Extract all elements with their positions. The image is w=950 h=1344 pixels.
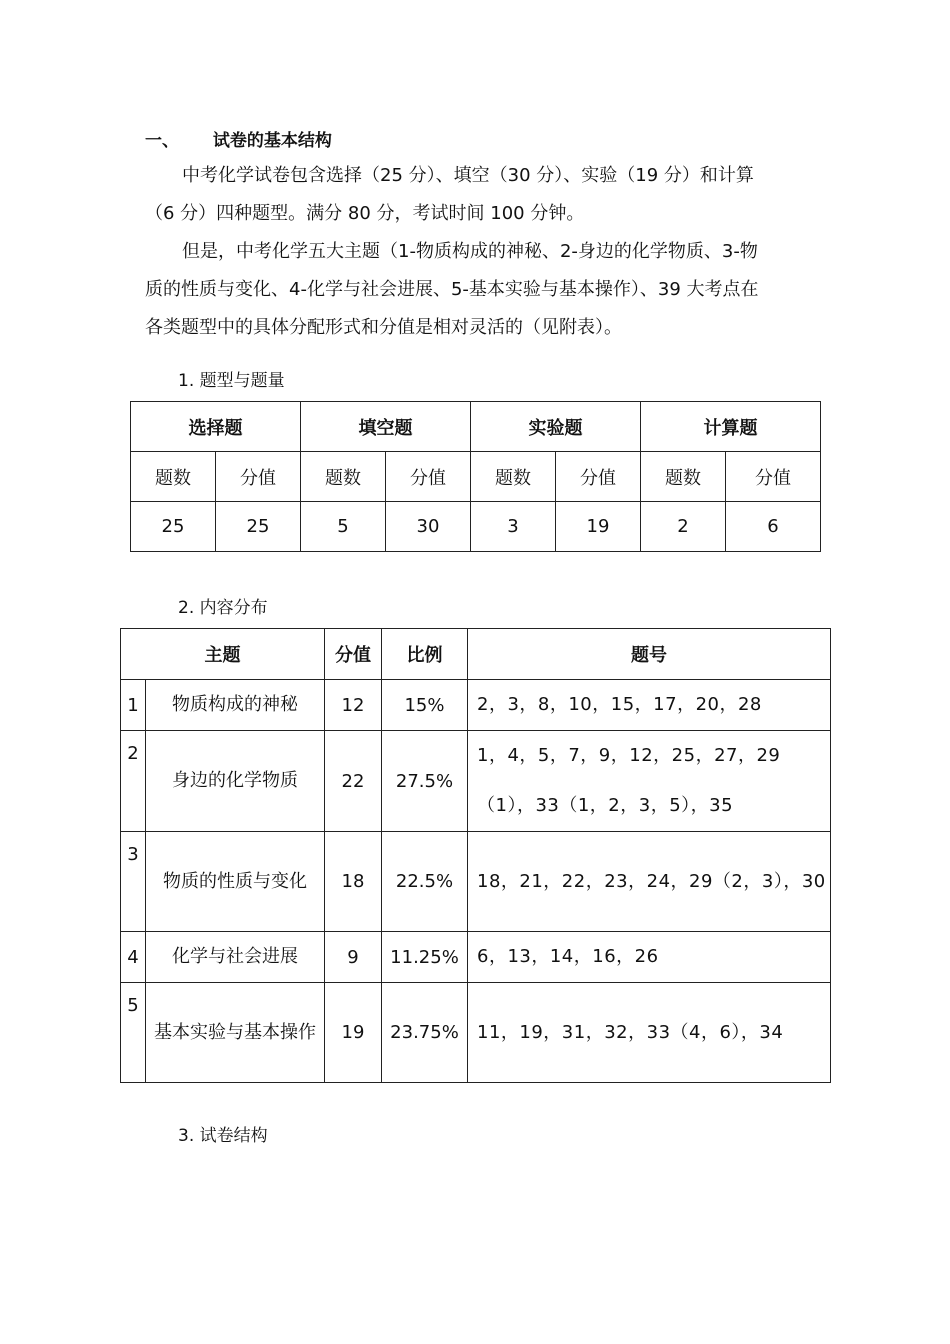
table-row	[121, 731, 831, 832]
row-index: 1	[121, 680, 146, 731]
row-questions: 1，4，5，7，9，12，25，27，29（1），33（1，2，3，5），35	[468, 731, 831, 832]
value-cell: 5	[301, 502, 386, 552]
paragraph-1-line-1: 中考化学试卷包含选择（25 分）、填空（30 分）、实验（19 分）和计算	[182, 165, 754, 186]
table-row	[121, 932, 831, 983]
value-cell: 25	[216, 502, 301, 552]
paragraph-2-line-1: 但是，中考化学五大主题（1-物质构成的神秘、2-身边的化学物质、3-物	[182, 241, 758, 262]
row-questions: 18，21，22，23，24，29（2，3），30	[468, 832, 831, 932]
value-cell: 2	[641, 502, 726, 552]
sub-header-cell: 题数	[641, 452, 726, 502]
row-score: 12	[325, 680, 382, 731]
row-ratio: 22.5%	[382, 832, 468, 932]
heading-title: 试卷的基本结构	[212, 131, 332, 151]
row-questions: 11，19，31，32，33（4，6），34	[468, 983, 831, 1083]
value-cell: 3	[471, 502, 556, 552]
sub-header-cell: 分值	[216, 452, 301, 502]
value-cell: 19	[556, 502, 641, 552]
sub-header-cell: 题数	[471, 452, 556, 502]
question-type-table	[130, 401, 821, 552]
header-ratio: 比例	[382, 629, 468, 680]
table-row	[131, 452, 821, 502]
table-row	[121, 832, 831, 932]
row-topic: 身边的化学物质	[146, 731, 325, 832]
row-ratio: 15%	[382, 680, 468, 731]
section-heading	[145, 126, 332, 151]
paragraph-1-line-2: （6 分）四种题型。满分 80 分，考试时间 100 分钟。	[145, 203, 585, 224]
sub-header-cell: 分值	[726, 452, 821, 502]
group-header-calculation: 计算题	[641, 402, 821, 452]
value-cell: 30	[386, 502, 471, 552]
header-topic: 主题	[121, 629, 325, 680]
row-questions: 6，13，14，16，26	[468, 932, 831, 983]
sub-header-cell: 分值	[386, 452, 471, 502]
row-questions: 2，3，8，10，15，17，20，28	[468, 680, 831, 731]
row-topic: 化学与社会进展	[146, 932, 325, 983]
table-row	[121, 983, 831, 1083]
row-ratio: 27.5%	[382, 731, 468, 832]
section-1-title: 1. 题型与题量	[178, 371, 285, 391]
table-header-row	[121, 629, 831, 680]
row-index: 5	[121, 983, 146, 1083]
row-ratio: 23.75%	[382, 983, 468, 1083]
group-header-fill: 填空题	[301, 402, 471, 452]
row-topic: 物质构成的神秘	[146, 680, 325, 731]
group-header-experiment: 实验题	[471, 402, 641, 452]
row-ratio: 11.25%	[382, 932, 468, 983]
table-row	[121, 680, 831, 731]
sub-header-cell: 分值	[556, 452, 641, 502]
sub-header-cell: 题数	[131, 452, 216, 502]
row-score: 18	[325, 832, 382, 932]
row-index: 4	[121, 932, 146, 983]
value-cell: 25	[131, 502, 216, 552]
table-row	[131, 402, 821, 452]
paragraph-2-line-3: 各类题型中的具体分配形式和分值是相对灵活的（见附表）。	[145, 317, 622, 338]
row-score: 9	[325, 932, 382, 983]
header-score: 分值	[325, 629, 382, 680]
sub-header-cell: 题数	[301, 452, 386, 502]
row-topic: 基本实验与基本操作	[146, 983, 325, 1083]
group-header-choice: 选择题	[131, 402, 301, 452]
row-topic: 物质的性质与变化	[146, 832, 325, 932]
row-index: 3	[121, 832, 146, 932]
header-questions: 题号	[468, 629, 831, 680]
section-2-title: 2. 内容分布	[178, 598, 268, 618]
row-score: 19	[325, 983, 382, 1083]
row-index: 2	[121, 731, 146, 832]
paragraph-2-line-2: 质的性质与变化、4-化学与社会进展、5-基本实验与基本操作）、39 大考点在	[145, 279, 759, 300]
heading-number: 一、	[145, 131, 179, 151]
row-score: 22	[325, 731, 382, 832]
content-distribution-table	[120, 628, 831, 1083]
table-row	[131, 502, 821, 552]
section-3-title: 3. 试卷结构	[178, 1126, 268, 1146]
value-cell: 6	[726, 502, 821, 552]
